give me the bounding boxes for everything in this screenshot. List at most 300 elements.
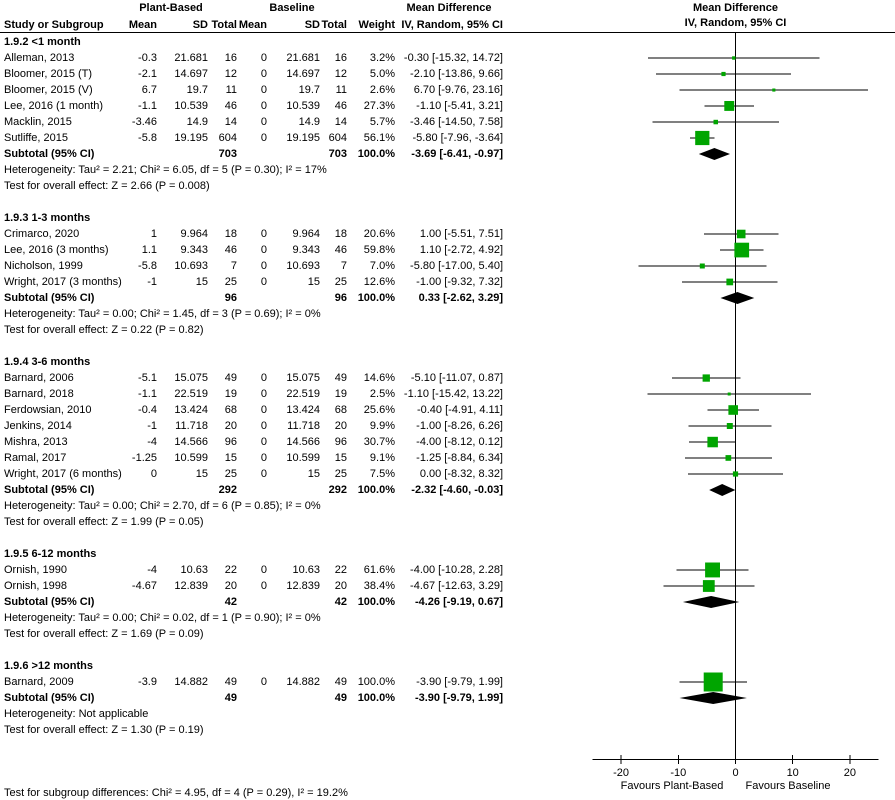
study-row-cell: 9.9%	[369, 420, 395, 432]
spacer-row-text	[4, 338, 503, 354]
study-row	[4, 466, 503, 482]
study-row-cell: -1	[147, 276, 157, 288]
study-row-cell: 49	[334, 676, 347, 688]
study-row	[4, 418, 503, 434]
study-row-cell: 11.718	[287, 420, 320, 432]
study-row-cell: 5.0%	[369, 68, 395, 80]
study-row-cell: Lee, 2016 (1 month)	[4, 100, 104, 112]
study-row	[4, 226, 503, 242]
study-row-cell: 0	[260, 116, 267, 128]
study-row-cell: Mishra, 2013	[4, 436, 68, 448]
subtotal-row-cell	[112, 594, 157, 610]
study-row-cell: 10.599	[286, 452, 320, 464]
study-row-cell: 10.693	[174, 260, 208, 272]
study-row-cell: 0	[260, 436, 267, 448]
study-row	[4, 562, 503, 578]
study-row-cell: 14.6%	[363, 372, 395, 384]
study-row-cell: 25	[334, 276, 347, 288]
study-row-cell: Barnard, 2006	[4, 372, 74, 384]
subtotal-row-cell	[267, 690, 320, 706]
study-row-cell: 20	[224, 580, 237, 592]
study-row-cell: 12	[334, 68, 347, 80]
spacer-row	[4, 530, 503, 546]
study-row-cell: -1.25 [-8.84, 6.34]	[416, 452, 503, 464]
heterogeneity-row-text: Heterogeneity: Not applicable	[4, 708, 149, 720]
heterogeneity-row	[4, 610, 503, 626]
group-header-baseline: Baseline	[269, 2, 315, 14]
heterogeneity-row-text: Heterogeneity: Tau² = 0.00; Chi² = 2.70, df = 6 (P = 0.85); I² = 0%	[4, 500, 321, 512]
point-estimate-marker	[726, 279, 733, 286]
study-row-cell: 19.195	[286, 132, 320, 144]
study-row-cell: 25.6%	[363, 404, 395, 416]
study-row-cell: 0	[260, 468, 267, 480]
subgroup-label-text: 1.9.5 6-12 months	[4, 548, 97, 560]
subtotal-row	[4, 690, 503, 706]
study-row-cell: 19.7	[186, 84, 208, 96]
study-row-cell: 22.519	[286, 388, 320, 400]
point-estimate-marker	[727, 423, 733, 429]
heterogeneity-row	[4, 706, 503, 722]
point-estimate-marker	[695, 131, 709, 145]
study-row-cell: 1	[150, 228, 157, 240]
study-row-cell: 1.10 [-2.72, 4.92]	[419, 244, 503, 256]
subtotal-row-cell	[112, 482, 157, 498]
study-row-cell: 10.63	[180, 564, 208, 576]
study-row-cell: 14	[224, 116, 237, 128]
study-row-cell: 11	[335, 84, 347, 96]
study-row-cell: -2.1	[138, 68, 157, 80]
study-row-cell: Jenkins, 2014	[4, 420, 72, 432]
subtotal-row-cell: Subtotal (95% CI)	[4, 692, 95, 704]
study-row-cell: -4.67 [-12.63, 3.29]	[410, 580, 503, 592]
point-estimate-marker	[703, 580, 715, 592]
col-ci-label: IV, Random, 95% CI	[401, 19, 503, 31]
overall-effect-row	[4, 514, 503, 530]
study-row-cell: -1.25	[131, 452, 157, 464]
study-row-cell: 21.681	[286, 52, 320, 64]
column-header-row	[4, 17, 503, 33]
study-row-cell: 14.882	[286, 676, 320, 688]
col-study-label: Study or Subgroup	[4, 19, 104, 31]
study-row-cell: 49	[224, 676, 237, 688]
study-row-cell: 68	[224, 404, 237, 416]
subtotal-row-cell: 96	[334, 292, 347, 304]
subtotal-row	[4, 482, 503, 498]
study-row-cell: 46	[334, 100, 347, 112]
study-row-cell: 10.63	[292, 564, 320, 576]
study-row-cell: 0	[260, 68, 267, 80]
study-row-cell: 12.839	[174, 580, 208, 592]
study-row-cell: 11	[225, 84, 237, 96]
subgroup-label	[4, 210, 503, 226]
spacer-row	[4, 194, 503, 210]
study-row-cell: 1.00 [-5.51, 7.51]	[419, 228, 503, 240]
study-row-cell: -5.80 [-17.00, 5.40]	[410, 260, 503, 272]
study-row-cell: Bloomer, 2015 (V)	[4, 84, 93, 96]
study-row-cell: -5.10 [-11.07, 0.87]	[410, 372, 503, 384]
study-row-cell: 14	[334, 116, 347, 128]
point-estimate-marker	[721, 72, 725, 76]
point-estimate-marker	[705, 563, 720, 578]
point-estimate-marker	[732, 56, 735, 59]
study-row-cell: 1.1	[141, 244, 157, 256]
favours-right-label: Favours Baseline	[745, 780, 831, 792]
study-row-cell: 20	[334, 420, 347, 432]
col-mean2-label: Mean	[238, 19, 267, 31]
study-row-cell: -4.00 [-8.12, 0.12]	[416, 436, 503, 448]
mean-difference-column-header: Mean Difference	[406, 2, 492, 14]
study-row-cell: 0	[260, 452, 267, 464]
study-row-cell: 19	[224, 388, 237, 400]
point-estimate-marker	[737, 230, 746, 239]
subtotal-diamond	[721, 292, 755, 304]
study-row-cell: 21.681	[174, 52, 208, 64]
subtotal-row-cell: 100.0%	[357, 484, 395, 496]
study-row-cell: 9.964	[180, 228, 208, 240]
study-row-cell: Ramal, 2017	[4, 452, 67, 464]
study-row-cell: 0	[260, 388, 267, 400]
study-row	[4, 402, 503, 418]
heterogeneity-row	[4, 306, 503, 322]
study-row-cell: 59.8%	[363, 244, 395, 256]
study-row-cell: 14.697	[286, 68, 320, 80]
study-row-cell: 0	[260, 404, 267, 416]
study-row-cell: 0	[260, 52, 267, 64]
subtotal-row-cell	[157, 594, 208, 610]
study-row-cell: -1.1	[138, 100, 157, 112]
heterogeneity-row	[4, 162, 503, 178]
group-header-plant-based: Plant-Based	[139, 2, 203, 14]
study-row-cell: 0	[260, 372, 267, 384]
study-row-cell: 12.839	[286, 580, 320, 592]
x-axis-tick-label: -10	[670, 767, 687, 779]
study-row-cell: 10.599	[174, 452, 208, 464]
overall-effect-row-text: Test for overall effect: Z = 1.69 (P = 0.09)	[4, 628, 204, 640]
study-row-cell: 15	[195, 468, 208, 480]
study-row-cell: 9.343	[180, 244, 208, 256]
study-row	[4, 66, 503, 82]
subtotal-row-cell: 100.0%	[357, 292, 395, 304]
spacer-row	[4, 642, 503, 658]
study-row-cell: 0	[260, 420, 267, 432]
point-estimate-marker	[700, 264, 705, 269]
subgroup-label-text: 1.9.3 1-3 months	[4, 212, 91, 224]
subtotal-row-cell: Subtotal (95% CI)	[4, 292, 95, 304]
subtotal-row-cell	[237, 594, 267, 610]
study-row-cell: Barnard, 2009	[4, 676, 74, 688]
study-row-cell: -3.46 [-14.50, 7.58]	[410, 116, 503, 128]
study-row-cell: 16	[334, 52, 347, 64]
subtotal-row-cell: 292	[218, 484, 237, 496]
study-row-cell: 14.566	[286, 436, 320, 448]
study-row-cell: 9.343	[292, 244, 320, 256]
subgroup-label	[4, 546, 503, 562]
subtotal-row-cell	[157, 290, 208, 306]
x-axis-tick-label: 20	[843, 767, 857, 779]
study-row-cell: 0	[260, 276, 267, 288]
study-row-cell: 0	[260, 100, 267, 112]
heterogeneity-row	[4, 498, 503, 514]
study-row-cell: 68	[334, 404, 347, 416]
study-row-cell: 6.7	[141, 84, 157, 96]
subtotal-row-cell: 42	[224, 596, 237, 608]
spacer-row-text	[4, 530, 503, 546]
subtotal-row-cell	[112, 146, 157, 162]
study-row-cell: 2.6%	[369, 84, 395, 96]
point-estimate-marker	[714, 120, 719, 125]
subtotal-row-cell: 703	[218, 148, 237, 160]
study-row-cell: 7.0%	[369, 260, 395, 272]
study-row-cell: Alleman, 2013	[4, 52, 75, 64]
study-row-cell: 13.424	[174, 404, 208, 416]
study-row-cell: Ferdowsian, 2010	[4, 404, 92, 416]
study-row	[4, 674, 503, 690]
study-row-cell: 9.1%	[369, 452, 395, 464]
col-weight-label: Weight	[358, 19, 395, 31]
study-row-cell: -3.9	[138, 676, 157, 688]
study-row-cell: 0	[260, 244, 267, 256]
subtotal-row-cell: Subtotal (95% CI)	[4, 596, 95, 608]
subtotal-row-cell: 42	[334, 596, 347, 608]
study-row-cell: 30.7%	[363, 436, 395, 448]
favours-left-label: Favours Plant-Based	[620, 780, 724, 792]
study-row-cell: -4	[147, 564, 157, 576]
study-row	[4, 242, 503, 258]
study-row-cell: 14.697	[174, 68, 208, 80]
study-row-cell: 96	[334, 436, 347, 448]
study-row	[4, 450, 503, 466]
study-row-cell: -1.00 [-9.32, 7.32]	[416, 276, 503, 288]
point-estimate-marker	[707, 437, 718, 448]
study-row	[4, 386, 503, 402]
subgroup-label	[4, 354, 503, 370]
subtotal-row-cell: -3.69 [-6.41, -0.97]	[411, 148, 503, 160]
overall-effect-row	[4, 178, 503, 194]
plot-title-effect-measure: Mean Difference	[693, 2, 778, 14]
study-row-cell: 10.693	[286, 260, 320, 272]
study-row-cell: 22	[334, 564, 347, 576]
subtotal-row-cell	[237, 690, 267, 706]
study-row-cell: -4.00 [-10.28, 2.28]	[410, 564, 503, 576]
study-row-cell: 18	[334, 228, 347, 240]
study-row-cell: -2.10 [-13.86, 9.66]	[410, 68, 503, 80]
study-row-cell: Ornish, 1990	[4, 564, 67, 576]
study-row-cell: 25	[224, 276, 237, 288]
subgroup-differences-test: Test for subgroup differences: Chi² = 4.95, df = 4 (P = 0.29), I² = 19.2%	[4, 787, 348, 799]
study-row-cell: -0.30 [-15.32, 14.72]	[403, 52, 503, 64]
subtotal-row-cell: 49	[334, 692, 347, 704]
x-axis-tick-label: 10	[786, 767, 799, 779]
study-row-cell: 25	[334, 468, 347, 480]
study-row-cell: -4	[147, 436, 157, 448]
subtotal-row-cell	[237, 146, 267, 162]
study-row-cell: 604	[328, 132, 347, 144]
study-row-cell: 10.539	[286, 100, 320, 112]
study-row-cell: 0	[260, 132, 267, 144]
study-row-cell: -5.8	[138, 132, 157, 144]
study-row	[4, 50, 503, 66]
study-row-cell: 19	[334, 388, 347, 400]
study-row-cell: 0	[260, 84, 267, 96]
col-total1-label: Total	[211, 19, 237, 31]
overall-effect-row	[4, 322, 503, 338]
subgroup-label-text: 1.9.2 <1 month	[4, 36, 81, 48]
x-axis-tick-label: -20	[613, 767, 630, 779]
subtotal-row-cell: 100.0%	[357, 596, 395, 608]
subtotal-row-cell	[267, 290, 320, 306]
point-estimate-marker	[734, 243, 749, 258]
subtotal-row-cell: Subtotal (95% CI)	[4, 484, 95, 496]
study-row-cell: 13.424	[286, 404, 320, 416]
study-row-cell: 0.00 [-8.32, 8.32]	[419, 468, 503, 480]
study-row-cell: 15	[334, 452, 347, 464]
overall-effect-row-text: Test for overall effect: Z = 0.22 (P = 0.82)	[4, 324, 204, 336]
point-estimate-marker	[728, 405, 738, 415]
study-row-cell: 7	[230, 260, 237, 272]
study-row-cell: -4.67	[131, 580, 157, 592]
study-row-cell: -3.90 [-9.79, 1.99]	[416, 676, 503, 688]
study-row	[4, 274, 503, 290]
study-row-cell: -5.8	[138, 260, 157, 272]
study-table-body	[4, 34, 503, 738]
study-row	[4, 370, 503, 386]
study-row-cell: -0.4	[138, 404, 157, 416]
subtotal-row-cell: -3.90 [-9.79, 1.99]	[414, 692, 503, 704]
study-row	[4, 130, 503, 146]
subtotal-row-cell	[112, 690, 157, 706]
study-row-cell: Bloomer, 2015 (T)	[4, 68, 93, 80]
subgroup-label	[4, 658, 503, 674]
col-total2-label: Total	[321, 19, 347, 31]
study-row	[4, 114, 503, 130]
subtotal-diamond	[699, 148, 730, 160]
study-row-cell: -0.40 [-4.91, 4.11]	[416, 404, 503, 416]
study-row-cell: 22.519	[174, 388, 208, 400]
study-row-cell: 19.195	[174, 132, 208, 144]
overall-effect-row-text: Test for overall effect: Z = 2.66 (P = 0.008)	[4, 180, 210, 192]
subtotal-row-cell	[237, 482, 267, 498]
subtotal-row-cell: 292	[328, 484, 347, 496]
subtotal-row-cell: 703	[328, 148, 347, 160]
study-row-cell: 7	[340, 260, 347, 272]
point-estimate-marker	[772, 89, 775, 92]
study-row-cell: 46	[224, 244, 237, 256]
study-row-cell: 15	[307, 468, 320, 480]
study-row-cell: 15.075	[174, 372, 208, 384]
study-row-cell: 14.9	[186, 116, 208, 128]
study-row-cell: Lee, 2016 (3 months)	[4, 244, 109, 256]
study-row-cell: -1.1	[138, 388, 157, 400]
subtotal-row-cell: Subtotal (95% CI)	[4, 148, 95, 160]
overall-effect-row-text: Test for overall effect: Z = 1.99 (P = 0.05)	[4, 516, 204, 528]
study-row-cell: 11.718	[175, 420, 208, 432]
study-row-cell: 2.5%	[369, 388, 395, 400]
study-row-cell: -5.1	[138, 372, 157, 384]
heterogeneity-row-text: Heterogeneity: Tau² = 2.21; Chi² = 6.05, df = 5 (P = 0.30); I² = 17%	[4, 164, 327, 176]
col-sd1-label: SD	[192, 19, 208, 31]
study-row-cell: 96	[224, 436, 237, 448]
spacer-row-text	[4, 642, 503, 658]
subtotal-row-cell: 100.0%	[357, 148, 395, 160]
subtotal-row-cell: 96	[224, 292, 237, 304]
study-row-cell: 0	[260, 228, 267, 240]
study-row-cell: 20.6%	[363, 228, 395, 240]
study-row-cell: 20	[334, 580, 347, 592]
study-row-cell: 0	[260, 676, 267, 688]
study-row-cell: 19.7	[298, 84, 320, 96]
plot-title-model: IV, Random, 95% CI	[684, 17, 787, 29]
study-row-cell: 46	[224, 100, 237, 112]
study-row	[4, 578, 503, 594]
subtotal-row	[4, 594, 503, 610]
subtotal-diamond	[683, 596, 739, 608]
study-row-cell: 0	[260, 564, 267, 576]
point-estimate-marker	[724, 101, 734, 111]
subtotal-row-cell	[267, 146, 320, 162]
study-row	[4, 98, 503, 114]
heterogeneity-row-text: Heterogeneity: Tau² = 0.00; Chi² = 1.45, df = 3 (P = 0.69); I² = 0%	[4, 308, 321, 320]
study-row-cell: 20	[224, 420, 237, 432]
subtotal-row-cell	[157, 482, 208, 498]
subtotal-row-cell: 49	[224, 692, 237, 704]
study-row-cell: 6.70 [-9.76, 23.16]	[413, 84, 503, 96]
point-estimate-marker	[704, 673, 723, 692]
point-estimate-marker	[703, 374, 710, 381]
study-row-cell: Ornish, 1998	[4, 580, 67, 592]
study-row-cell: 61.6%	[363, 564, 395, 576]
study-row-cell: Macklin, 2015	[4, 116, 72, 128]
subtotal-row-cell	[157, 146, 208, 162]
study-row-cell: 12	[224, 68, 237, 80]
overall-effect-row-text: Test for overall effect: Z = 1.30 (P = 0.19)	[4, 724, 204, 736]
study-row-cell: 14.9	[298, 116, 320, 128]
study-row-cell: -5.80 [-7.96, -3.64]	[412, 132, 503, 144]
study-row-cell: 0	[260, 580, 267, 592]
study-row-cell: 38.4%	[363, 580, 395, 592]
study-row-cell: 46	[334, 244, 347, 256]
col-mean1-label: Mean	[128, 19, 157, 31]
study-row-cell: -3.46	[131, 116, 157, 128]
study-row-cell: 0	[150, 468, 157, 480]
study-row-cell: Sutliffe, 2015	[4, 132, 69, 144]
study-row	[4, 82, 503, 98]
study-row-cell: 56.1%	[363, 132, 395, 144]
overall-effect-row	[4, 722, 503, 738]
study-row-cell: 10.539	[174, 100, 208, 112]
point-estimate-marker	[726, 455, 732, 461]
study-row-cell: 15	[307, 276, 320, 288]
study-row	[4, 258, 503, 274]
study-row-cell: 15.075	[286, 372, 320, 384]
study-row-cell: 15	[224, 452, 237, 464]
point-estimate-marker	[733, 471, 738, 476]
overall-effect-row	[4, 626, 503, 642]
study-row-cell: -1	[147, 420, 157, 432]
subtotal-row-cell	[112, 290, 157, 306]
subtotal-row-cell: -4.26 [-9.19, 0.67]	[414, 596, 503, 608]
study-row-cell: 25	[224, 468, 237, 480]
study-row-cell: 14.882	[174, 676, 208, 688]
subtotal-row-cell	[267, 594, 320, 610]
study-row-cell: Wright, 2017 (3 months)	[4, 276, 122, 288]
col-sd2-label: SD	[304, 19, 320, 31]
study-row-cell: Crimarco, 2020	[4, 228, 80, 240]
study-row-cell: -1.00 [-8.26, 6.26]	[416, 420, 503, 432]
heterogeneity-row-text: Heterogeneity: Tau² = 0.00; Chi² = 0.02, df = 1 (P = 0.90); I² = 0%	[4, 612, 321, 624]
study-row-cell: 5.7%	[369, 116, 395, 128]
subtotal-row	[4, 290, 503, 306]
subgroup-label-text: 1.9.4 3-6 months	[4, 356, 91, 368]
